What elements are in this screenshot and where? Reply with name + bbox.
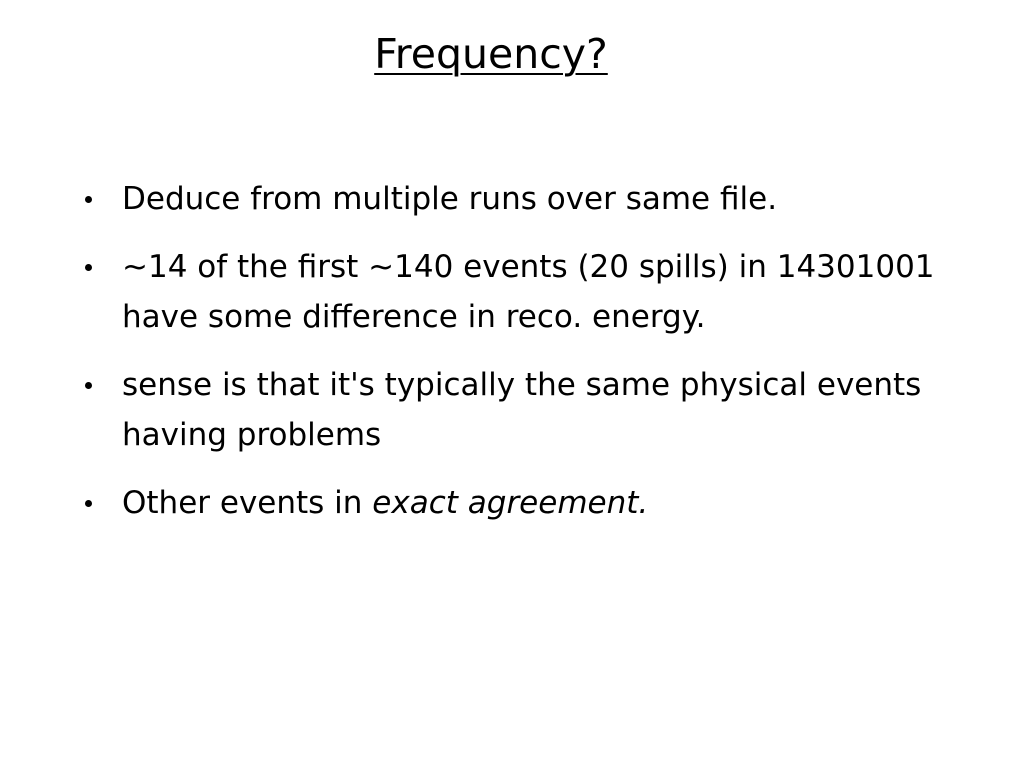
- bullet-item: [85, 360, 965, 460]
- bullet-text: ~14 of the first ~140 events (20 spills) in 14301001 have some difference in reco. energy.: [122, 249, 935, 335]
- bullet-dot-icon: [85, 196, 92, 203]
- slide-title: Frequency?: [374, 30, 608, 78]
- bullet-list: [85, 174, 965, 528]
- bullet-dot-icon: [85, 264, 92, 271]
- bullet-emphasis-text: exact agreement.: [372, 485, 649, 521]
- bullet-dot-icon: [85, 382, 92, 389]
- bullet-text: Other events in: [122, 485, 373, 521]
- bullet-dot-icon: [85, 500, 92, 507]
- bullet-item: [85, 478, 965, 528]
- bullet-item: [85, 174, 965, 224]
- bullet-text: Deduce from multiple runs over same file.: [122, 181, 778, 217]
- bullet-text: sense is that it's typically the same physical events having problems: [122, 367, 922, 453]
- bullet-item: [85, 242, 965, 342]
